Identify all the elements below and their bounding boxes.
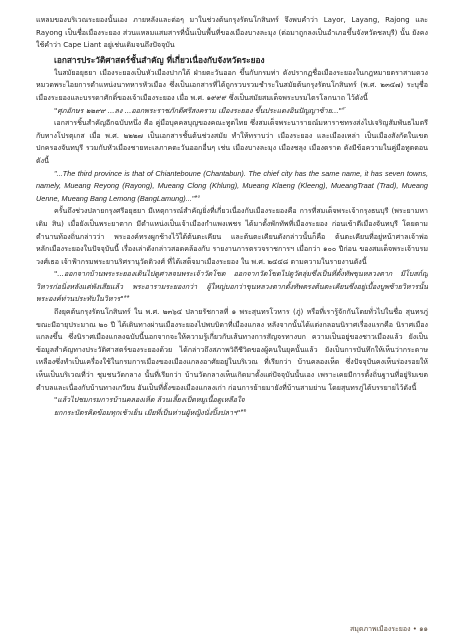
footnote-marker: ๑๑ <box>123 295 130 301</box>
quote-english-handbook <box>36 168 428 206</box>
paragraph-envoy-handbook: เอกสารชิ้นสำคัญอีกฉบับหนึ่ง คือ คู่มือบุคคลบุญของคณะทูตไทย ซึ่งสมเด็จพระนารายณ์มหาราชทรงส่งไปเจริญสัมพันธไมตรีกับทางโปรตุเกส เมื่อ พ.ศ. ๒๒๒๗ เป็นเอกสารชั้นต้นช่วงสมัย ทำให้ทราบว่า เมืองระยอง และเมืองเหล่า เป็นเมืองสังกัดในเขตปกครองจันทบุรี รวมกับหัวเมืองชายทะเลภาคตะวันออกอื่นๆ เช่น เมืองบางละมุง เมืองชลุง เมืองตราด ดังมีข้อความในคู่มือทูตตอน ดังนี้ <box>36 118 428 165</box>
section-heading: เอกสารประวัติศาสตร์ชั้นสำคัญ ที่เกี่ยวเนื่องกับจังหวัดระยอง <box>54 54 265 65</box>
footer-separator: • <box>412 625 417 633</box>
quote-law-code-text: "ศุภอักษร ๒๒๙๙ ...ลง ...ออกพระราชภักดีศรีสงคราม เมืองระยอง ขึ้นประแดงอินปัญญาซ้าย..." <box>54 105 342 115</box>
footnote-marker: ๑๐ <box>194 193 200 199</box>
quote-law-code <box>36 105 428 118</box>
verse-line-2 <box>36 407 428 420</box>
footnote-marker: ๑๒ <box>240 408 247 414</box>
paragraph-intro: แหลมของบริเวณระยองนั้นเอง ภายหลังและต่อๆ มาในช่วงต้นกรุงรัตนโกสินทร์ จึงพบคำว่า Layor, Layang, Rajong และ Rayong เป็นชื่อเมืองระยอง ส่วนแหลมแสมสารที่นั้นเป็นพื้นที่ของเมืองบางละมุง (ต่อมาถูกลงเป็นอำเภอขึ้นจังหวัดชลบุรี) นั้น ยังคงใช้คำว่า Cape Liant อยู่เช่นเดิมจนถึงปัจจุบัน <box>36 15 428 50</box>
document-page <box>36 14 428 614</box>
footnote-marker: ๙ <box>341 106 346 112</box>
quote-inspection-text: "...ออกจากบ้านพระระยองเดินไปดูศาลจนพระเจ้าวัดโขด ออกจากวัดโขดไปดูวัดลุ่มซึ่งเป็นที่ตั้งทัพขุนหลวงตาก มีโบสถ์ญวิหารก่อนิ่งหลังแต่พังเสียแล้ว พระอารามระยองกว่า ผู้ใหญ่บอกว่าขุนหลวงตากตั้งทัพตรงต้นตะเคียนซึ่งอยู่เบื้องบูพซ้ายวิหารนั้น พระองค์ท่านประทับในวิหาร" <box>36 269 428 304</box>
paragraph-ayutthaya: ในสมัยอยุธยา เมืองระยองเป็นหัวเมืองปากใต้ ฝ่ายตะวันออก ขึ้นกับกรมท่า ดังปรากฏชื่อเมืองระยองในกฎหมายตราสามดวง หมวดพระไอยการตำแหน่งนาทหารหัวเมือง ซึ่งเป็นเอกสารที่ได้ถูกรวบรวมชำระในสมัยต้นกรุงรัตนโกสินทร์ (พ.ศ. ๒๓๔๗) ระบุชื่อเมืองระยองและบรรดาศักดิ์ของเจ้าเมืองระยอง เมื่อ พ.ศ. ๑๙๙๙ ซึ่งเป็นสมัยสมเด็จพระบรมไตรโลกนาถ ไว้ดังนี้ <box>36 67 428 102</box>
quote-inspection-report <box>36 268 428 306</box>
verse-line-1: "แล้วไปชมกรมการบ้านคลองเห็ด ล้วนเลี้ยงเป็ดหมูเนื้อดูเหลือใจ <box>54 395 245 405</box>
paragraph-sunthorn-phu: ถึงยุคต้นกรุงรัตนโกสินทร์ ใน พ.ศ. ๒๓๖๔ ปลายรัชกาลที่ ๑ พระสุนทรโวหาร (ภู่) หรือที่เรารู้จักกันโดยทั่วไปในชื่อ สุนทรภู่ ขณะมีอายุประมาณ ๒๐ ปี ได้เดินทางผ่านเมืองระยองไปพบบิดาที่เมืองแกลง หลังจากนั้นได้แต่งกลอนนิราศเรื่องแรกคือ นิราศเมืองแกลงขึ้น ซึ่งนิราศเมืองแกลงฉบับนี้นอกจากจะให้ความรู้เกี่ยวกับเส้นทางการสัญจรทางบก ความเป็นอยู่ของชาวเมืองแล้ว ยังเป็นข้อมูลสำคัญทางประวัติศาสตร์ของระยองด้วย ได้กล่าวถึงสภาพวิถีชีวิตของผู้คนในยุคนั้นแล้ว ยังเป็นการบันทึกให้เห็นว่ากระดาษเหลืองซึ่งทำเป็นเครื่องใช้ในกรมการเมืองของเมืองแกลงอาศัยอยู่ในบริเวณ ที่เรียกว่า บ้านคลองเห็ด ซึ่งปัจจุบันคงเห็นร่องรอยให้เห็นเป็นบริเวณที่ว่า ชุมชนวัดกลาง นั้นที่เรียกว่า บ้านวัดกลางเห็นเกิดมาตั้งแต่ปัจจุบันนั้นเอง เพราะเคยมีการตั้งถิ่นฐานที่อยู่ริมเขตตำบลและเนื่องกับบ้านทางเกวียน อันเป็นที่ตั้งของเมืองแกลงเก่า ก่อนการย้ายมายังที่บ้านสามย่าน โดยสุนทรภู่ได้บรรยายไว้ดังนี้ <box>36 307 428 392</box>
page-number: ๑๑ <box>419 625 428 633</box>
paragraph-thonburi: ครั้นถึงช่วงปลายกรุงศรีอยุธยา มีเหตุการณ์สำคัญยิ่งที่เกี่ยวเนื่องกับเมืองระยองคือ การที่สมเด็จพระเจ้ากรุงธนบุรี (พระยามหาเดิม สิน) เมื่อยังเป็นพระยาตาก มีตำแหน่งเป็นเจ้าเมืองกำแพงเพชร ได้มาตั้งพักทัพที่เมืองระยอง ก่อนเข้าตีเมืองจันทบุรี โดยตามตำนานท้องถิ่นกล่าวว่า พระองค์ทรงผูกช้างไว้ใต้ต้นตะเคียน และต้นตะเคียนดังกล่าวนั้นก็คือ ต้นตะเคียนที่อยู่หน้าศาลเจ้าพ่อหลักเมืองระยองในปัจจุบันนี้ เรื่องเล่าดังกล่าวสอดคล้องกับ รายงานการตรวจราชการฯ เมื่อกว่า ๑๐๐ ปีก่อน ของสมเด็จพระเจ้าบรมวงศ์เธอ เจ้าฟ้ากรมพระยานริศรานุวัดติวงศ์ ที่ได้เสด็จมาเมืองระยอง ใน พ.ศ. ๒๔๔๘ ตามความในรายงานดังนี้ <box>36 206 428 266</box>
footer-book-title: สมุดภาพเมืองระยอง <box>350 625 411 633</box>
verse-line-2-text: ยกกระบัตรคิดข้อมทุกเช้าเย็น เมียที่เป็นท่านผู้หญิงนั่งปิ้งปลาฯ" <box>54 407 241 417</box>
quote-english-text: "...The third province is that of Chianteboune (Chantabun). The chief city has the same name, it has seven towns, namely, Mueang Reyong (Rayong), Mueang Clong (Khlung), Mueang Klaeng (Kleeng), MueangTraat (Trad), Mueang Uenne, Mueang Bang Lemong (BangLamung)..." <box>36 168 428 203</box>
page-footer <box>350 624 428 635</box>
